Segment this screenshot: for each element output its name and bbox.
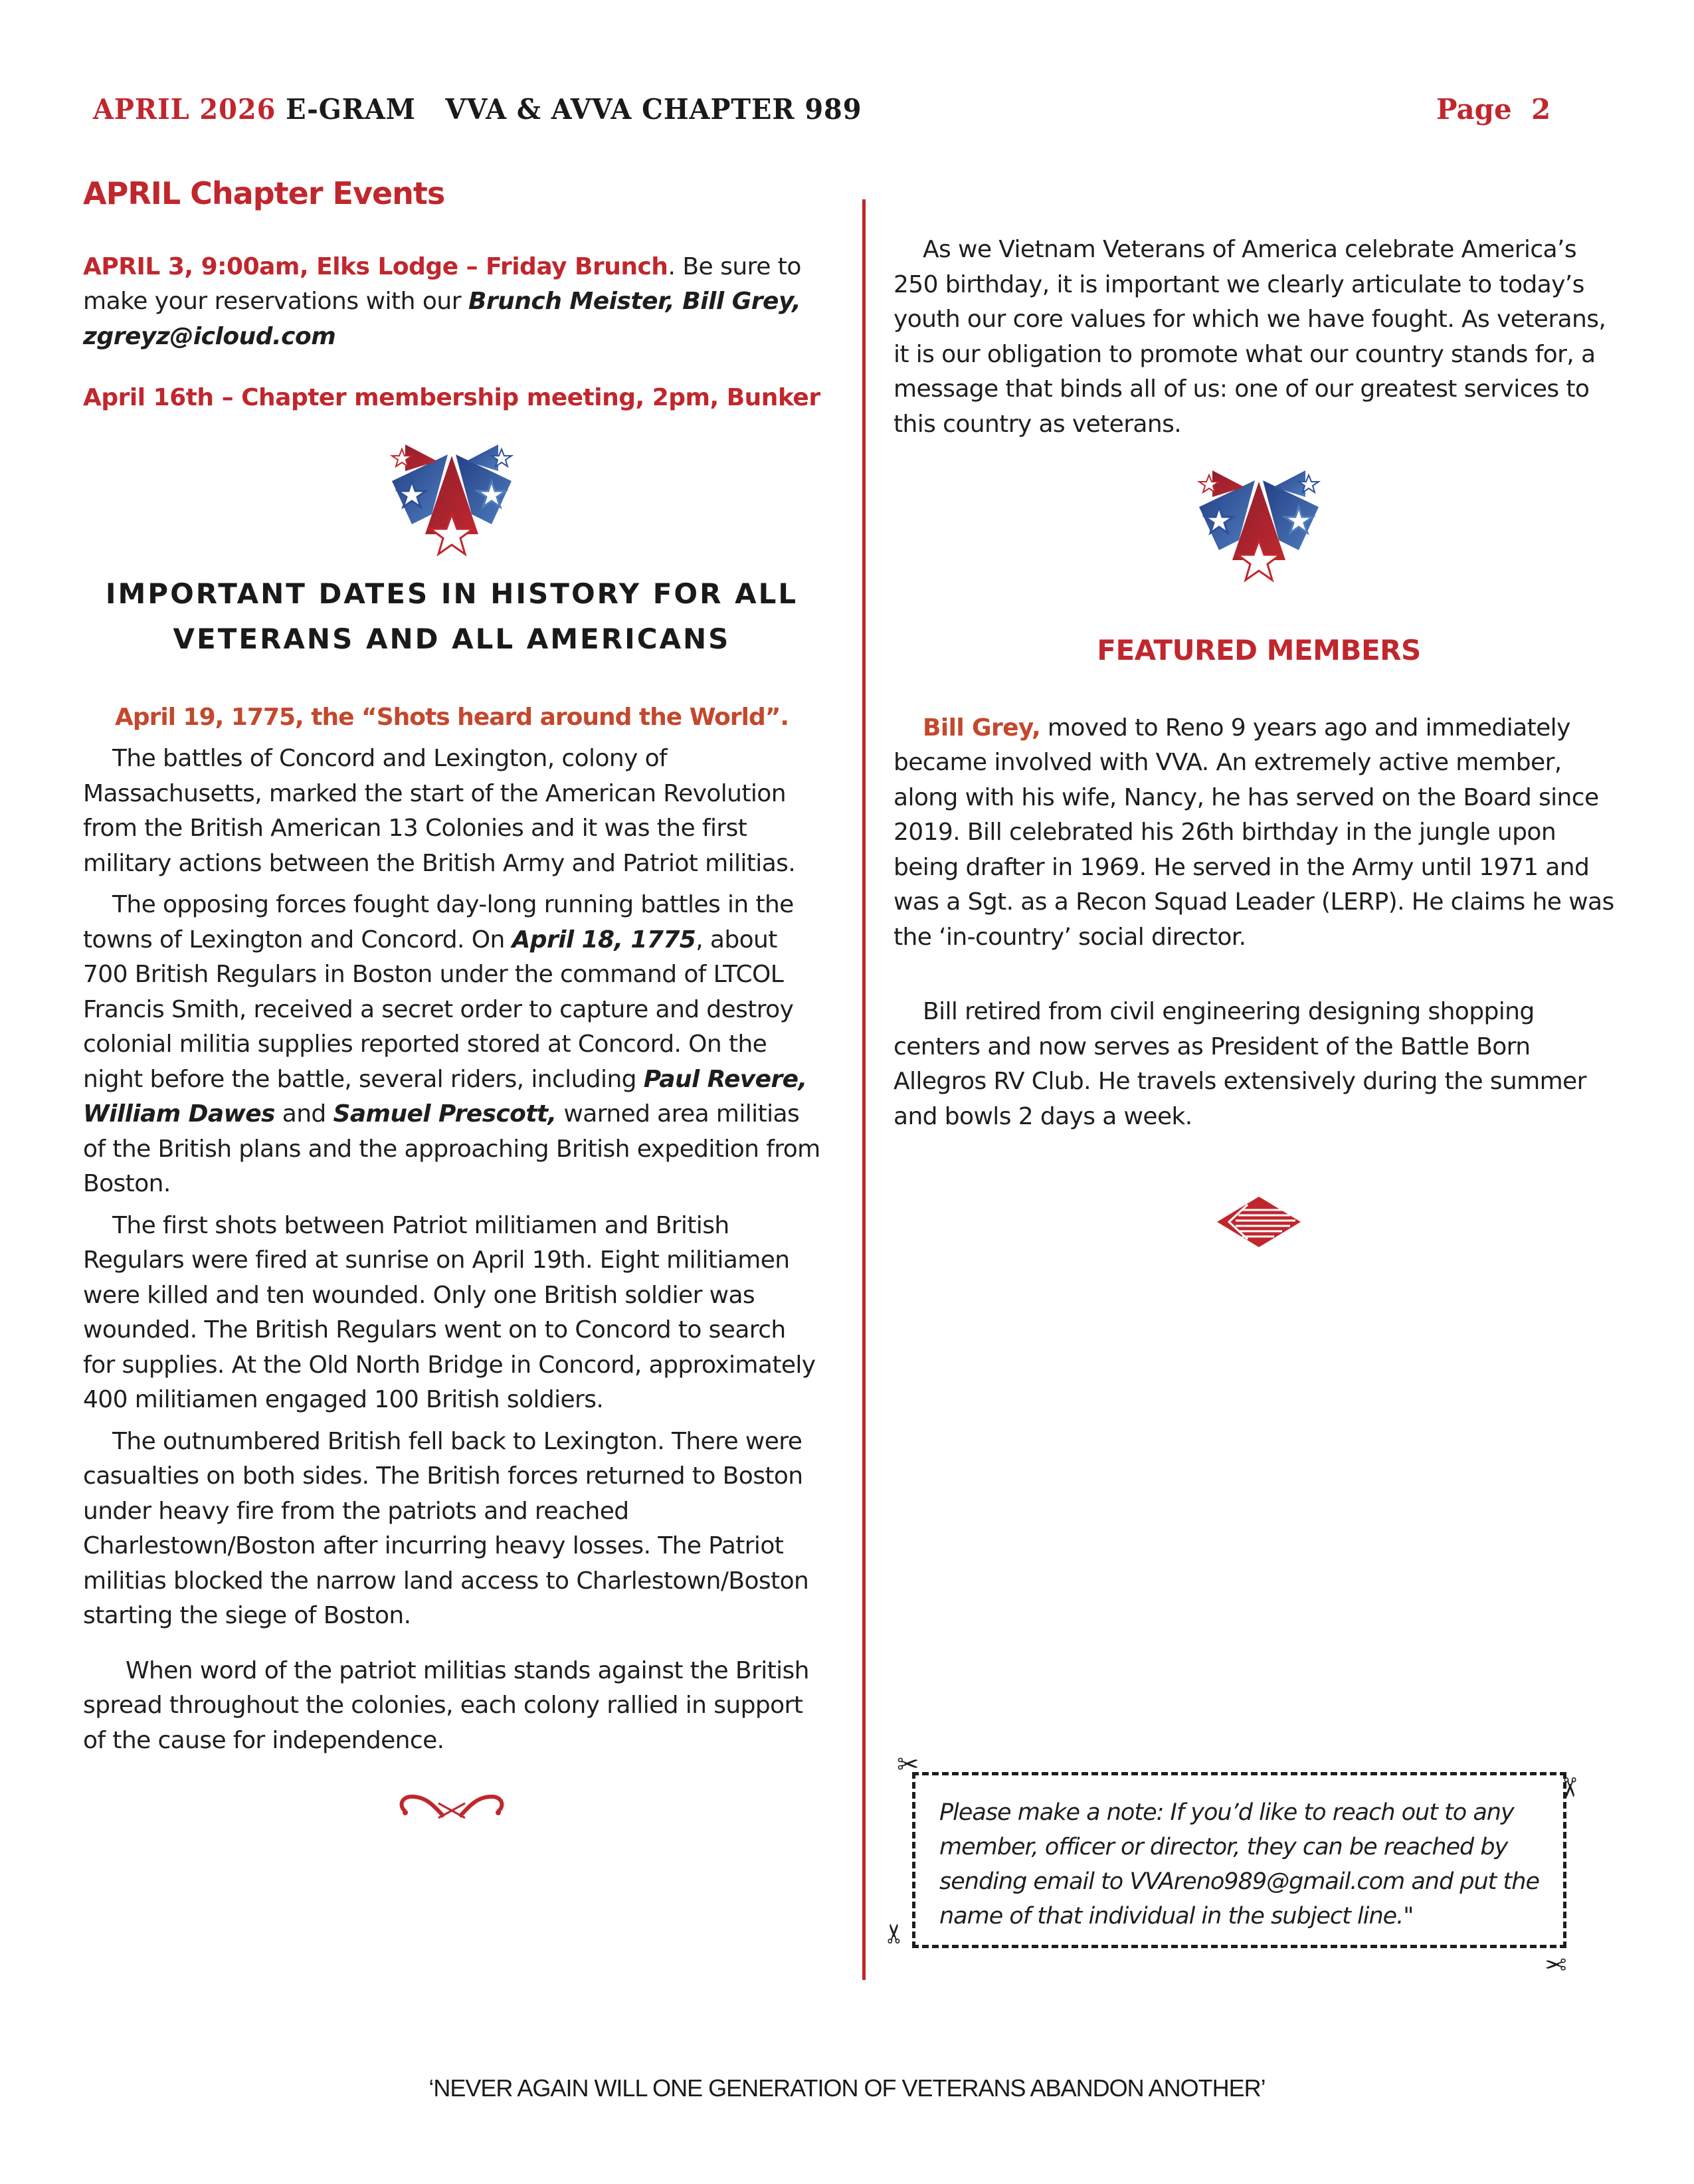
contact-note-text: Please make a note: If you’d like to reach out to any member, officer or director, they can be reached by sending email to VVAreno989@gmail.com and put the name of that individual in the subject line." [939,1799,1539,1930]
history-paragraph-2 [83,888,820,1202]
p2-prescott-emphasis: Samuel Prescott, [333,1100,557,1128]
striped-diamond-icon [1216,1195,1302,1248]
p2-text-e: and [274,1100,333,1128]
event-meeting-heading: April 16th – Chapter membership meeting, 2pm, Bunker [83,384,820,411]
scissors-icon: ✂ [1545,1949,1567,1978]
contact-note-box [912,1772,1566,1948]
member-bio-1-text: moved to Reno 9 years ago and immediately became involved with VVA. An extremely active member, along with his wife, Nancy, he has served on the Board since 2019. Bill celebrated his 26th birthday in the jungle upon being drafter in 1969. He served in the Army until 1971 and was a Sgt. as a Recon Squad Leader (LERP). He claims he was the ‘in-country’ social director. [894,714,1614,951]
p2-riders-emphasis: Paul Revere, William Dawes [83,1065,807,1128]
p2-text-a: The opposing forces fought day-long running battles in the towns of Lexington and Concord. On [83,891,794,953]
member-bio-1 [894,711,1624,955]
event-membership-meeting [83,381,820,416]
brunch-contact[interactable]: Brunch Meister, Bill Grey, zgreyz@icloud.com [83,288,801,350]
member-bio-2: Bill retired from civil engineering designing shopping centers and now serves as President of the Battle Born Allegros RV Club. He travels extensively during the summer and bowls 2 days a week. [894,998,1586,1130]
left-column [83,176,820,1825]
history-paragraph-5: When word of the patriot militias stands against the British spread throughout the colonies, each colony rallied in support of the cause for independence. [83,1656,809,1754]
flourish-ornament-icon [392,1791,512,1825]
scissors-icon: ✂ [880,1922,909,1945]
footer-motto: ‘NEVER AGAIN WILL ONE GENERATION OF VETERANS ABANDON ANOTHER’ [428,2074,1266,2102]
column-divider [862,199,866,1980]
chapter-events-title: APRIL Chapter Events [83,175,445,211]
history-title-line-2: VETERANS AND ALL AMERICANS [173,622,731,655]
history-paragraph-3: The first shots between Patriot militiamen and British Regulars were fired at sunrise on April 19th. Eight militiamen were killed and ten wounded. Only one British soldier was wounded. The British Regulars went on to Concord to search for supplies. At the Old North Bridge in Concord, approximately 400 militiamen engaged 100 British soldiers. [83,1211,816,1413]
anniversary-paragraph: As we Vietnam Veterans of America celebrate America’s 250 birthday, it is important we clearly articulate to today’s youth our core values for which we have fought. As veterans, it is our obligation to promote what our country stands for, a message that binds all of us: one of our greatest services to this country as veterans. [894,236,1606,438]
featured-members-title: FEATURED MEMBERS [1097,634,1421,666]
history-paragraph-1: The battles of Concord and Lexington, colony of Massachusetts, marked the start of the American Revolution from the British American 13 Colonies and it was the first military actions between the British Army and Patriot militias. [83,745,796,877]
p2-text-c: , about 700 British Regulars in Boston under the command of LTCOL Francis Smith, received a secret order to capture and destroy colonial militia supplies reported stored at Concord. On the night before the battle, several riders, including [83,926,794,1093]
p2-text-g: warned area militias of the British plans and the approaching British expedition from Boston. [83,1100,820,1197]
member-name: Bill Grey, [923,714,1041,742]
chapter-name: E-GRAM VVA & AVVA CHAPTER 989 [276,93,862,126]
history-subheading: April 19, 1775, the “Shots heard around the World”. [114,703,789,731]
newsletter-title [93,93,862,126]
scissors-icon: ✂ [897,1750,919,1779]
stars-emblem-icon [385,441,518,567]
history-paragraph-4: The outnumbered British fell back to Lexington. There were casualties on both sides. The British forces returned to Boston under heavy fire from the patriots and reached Charlestown/Boston after incurring heavy losses. The Patriot militias blocked the narrow land access to Charlestown/Boston starting the siege of Boston. [83,1427,809,1629]
event-brunch-heading: APRIL 3, 9:00am, Elks Lodge – Friday Brunch [83,252,668,280]
event-brunch-text: . Be sure to make your reservations with our [83,252,801,315]
history-title-line-1: IMPORTANT DATES IN HISTORY FOR ALL [105,577,799,610]
issue-date: APRIL 2026 [93,93,276,126]
event-brunch [83,250,820,355]
history-title [83,571,820,662]
p2-date-emphasis: April 18, 1775 [512,926,696,953]
page-number: Page 2 [1436,93,1551,126]
stars-emblem-icon [1192,467,1325,593]
scissors-icon: ✂ [1554,1776,1584,1799]
page-header [93,93,1554,133]
right-column [894,233,1624,1248]
